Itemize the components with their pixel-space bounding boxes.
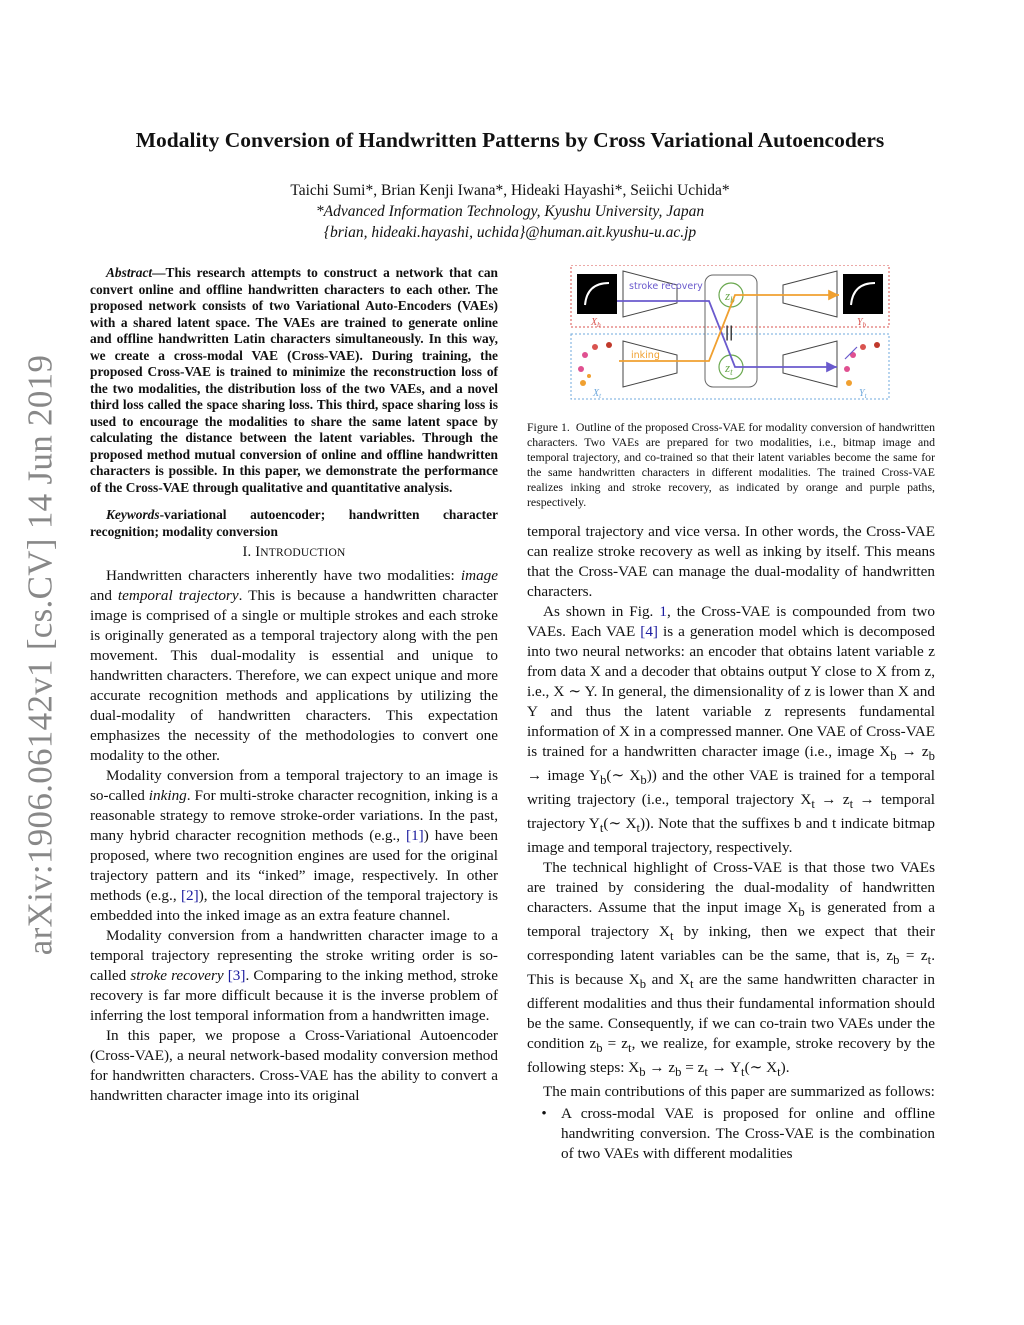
stroke-recovery-label-text: stroke recovery [629,281,703,292]
citation-link[interactable]: [4] [640,623,658,640]
contribution-bullet-1-text: A cross-modal VAE is proposed for online and offline handwriting conversion. The Cross-VAE is the combination of two VAEs with different modalities [561,1105,935,1163]
citation-link[interactable]: [1] [406,827,424,844]
bullet-icon: • [541,1105,547,1123]
author-block [80,180,940,243]
output-trajectory-yt [844,342,880,386]
right-paragraph-3: The technical highlight of Cross-VAE is that those two VAEs are trained by considering the dual-modality of handwritten characters. Assume that the input image $X_b$ is generated from a temporal trajectory $X_t$ by inking, then we expect that their corresponding latent variables can be the same, that is, $z_b = z_t$. This is because $X_b$ and $X_t$ are the same handwritten character in different modalities and thus their fundamental information should be the same. Consequently, if we can co-train two VAEs under the condition $z_b = z_t$, we realize, for example, stroke recovery by the following steps: $X_b \to z_b = z_t$ → $Y_t(\sim$ $X_t$). [527,859,935,1080]
author-emails: {brian, hideaki.hayashi, uchida}@human.ait.kyushu-u.ac.jp [323,224,697,241]
label-xb: $X_b$ [591,317,601,329]
right-paragraph-2: As shown in Fig. 1, the Cross-VAE is compounded from two VAEs. Each VAE [4] is a generation model which is decomposed into two neural networks: an encoder that obtains latent variable z from data X and a decoder that obtains output Y close to X from z, i.e., X ∼ Y. In general, the dimensionality of z is lower than X and Y and thus the latent variable z represents fundamental information of X in a compressed manner. One VAE of Cross-VAE is trained for a handwritten character image (i.e., image $X_b \to z_b$ → image $Y_b(\sim$ $X_b$)) and the other VAE is trained for a temporal writing trajectory (i.e., temporal trajectory $X_t \to z_t$ → temporal trajectory $Y_t(\sim$ $X_t$)). Note that the suffixes b and t indicate bitmap image and temporal trajectory, respectively. [527,603,935,857]
section-heading-introduction: I. INTRODUCTION [242,544,346,560]
intro-paragraph-4: In this paper, we propose a Cross-Variational Autoencoder (Cross-VAE), a neural network-based modality conversion method for handwritten characters. Cross-VAE has the ability to convert a handwritten character image into its original [90,1027,498,1104]
figure-link[interactable]: 1 [659,603,667,620]
keywords: Keywords-variational autoencoder; handwritten character recognition; modality conversion [90,507,498,539]
intro-paragraph-3: Modality conversion from a handwritten character image to a temporal trajectory representing the stroke writing order is so-called stroke recovery [3]. Comparing to the inking method, stroke recovery is far more difficult because it is the inverse problem of inferring the lost temporal information from a handwritten image. [90,927,498,1024]
label-yt: $Y_t$ [859,388,867,400]
input-image-xb [577,274,617,314]
latent-zb-label: $z_b$ [725,288,735,305]
right-paragraph-4: The main contributions of this paper are summarized as follows: [543,1083,935,1101]
inking-label: inking [631,350,660,361]
right-paragraph-1: temporal trajectory and vice versa. In other words, the Cross-VAE can realize stroke recovery as well as inking by itself. This means that the Cross-VAE can manage the dual-modality of handwritten characters. [527,523,935,600]
arxiv-identifier: arXiv:1906.06142v1 [cs.CV] 14 Jun 2019 [20,354,59,956]
contribution-bullet-1 [527,1104,935,1164]
abstract: Abstract—This research attempts to construct a network that can convert online and offline handwritten characters to each other. The proposed network consists of two Variational Auto-Encoders (VAEs) with a shared latent space. The VAEs are trained to generate online and offline handwritten Latin characters simultaneously. In this way, we create a cross-modal VAE (Cross-VAE). During training, the proposed Cross-VAE is trained to minimize the reconstruction loss of the two modalities, the distribution loss of the two VAEs, and a novel third loss called the space sharing loss. This third, space sharing loss is used to encourage the modalities to share the same latent space by calculating the distance between the latent variables. Through the proposed method mutual conversion of online and offline handwritten characters is possible. In this paper, we demonstrate the performance of the Cross-VAE through qualitative and quantitative analysis. [90,265,498,495]
author-names: Taichi Sumi*, Brian Kenji Iwana*, Hideaki Hayashi*, Seiichi Uchida* [290,182,730,199]
trajectory-encoder [623,341,677,387]
citation-link[interactable]: [3] [227,967,246,984]
output-image-yb [843,274,883,314]
latent-zt-label: $z_t$ [725,360,733,377]
author-affiliation: *Advanced Information Technology, Kyushu University, Japan [315,203,705,220]
stroke-recovery-label [629,281,703,292]
left-column [90,265,498,1106]
paper-title: Modality Conversion of Handwritten Patterns by Cross Variational Autoencoders [135,128,885,152]
cross-vae-diagram [527,265,935,413]
trajectory-decoder [783,341,837,387]
citation-link[interactable]: [2] [180,887,199,904]
image-decoder [783,271,837,317]
image-encoder [623,271,677,317]
right-column [527,265,935,1164]
label-xt: $X_t$ [593,388,602,400]
figure-1-caption: Figure 1. Outline of the proposed Cross-VAE for modality conversion of handwritten characters. Two VAEs are prepared for two modalities, i.e., bitmap image and temporal trajectory, and co-trained so that their latent variables become the same for the same handwritten characters in different modalities. The trained Cross-VAE realizes inking and stroke recovery, as indicated by orange and purple paths, respectively. [527,420,935,509]
intro-paragraph-2: Modality conversion from a temporal trajectory to an image is so-called inking. For multi-stroke character recognition, inking is a reasonable strategy to remove stroke-order variations. In the past, many hybrid character recognition methods (e.g., [1]) have been proposed, where two recognition engines are used for the original trajectory pattern and its “inked” image, respectively. In other methods (e.g., [2]), the local direction of the temporal trajectory is embedded into the inked image as an extra feature channel. [90,767,499,924]
input-trajectory-xt [578,342,612,386]
figure-1 [527,265,935,413]
intro-paragraph-1: Handwritten characters inherently have two modalities: image and temporal trajectory. This is because a handwritten character image is comprised of a single or multiple strokes and each stroke is originally generated as a temporal trajectory along with the pen movement. This dual-modality is essential and unique to handwritten characters. Therefore, we can expect unique and more accurate recognition methods and applications by utilizing the dual-modality of handwritten characters. This expectation emphasizes the necessity of the methodologies to convert one modality to the other. [90,567,498,764]
latent-equal-sign: || [725,324,734,341]
label-yb: $Y_b$ [857,317,867,329]
